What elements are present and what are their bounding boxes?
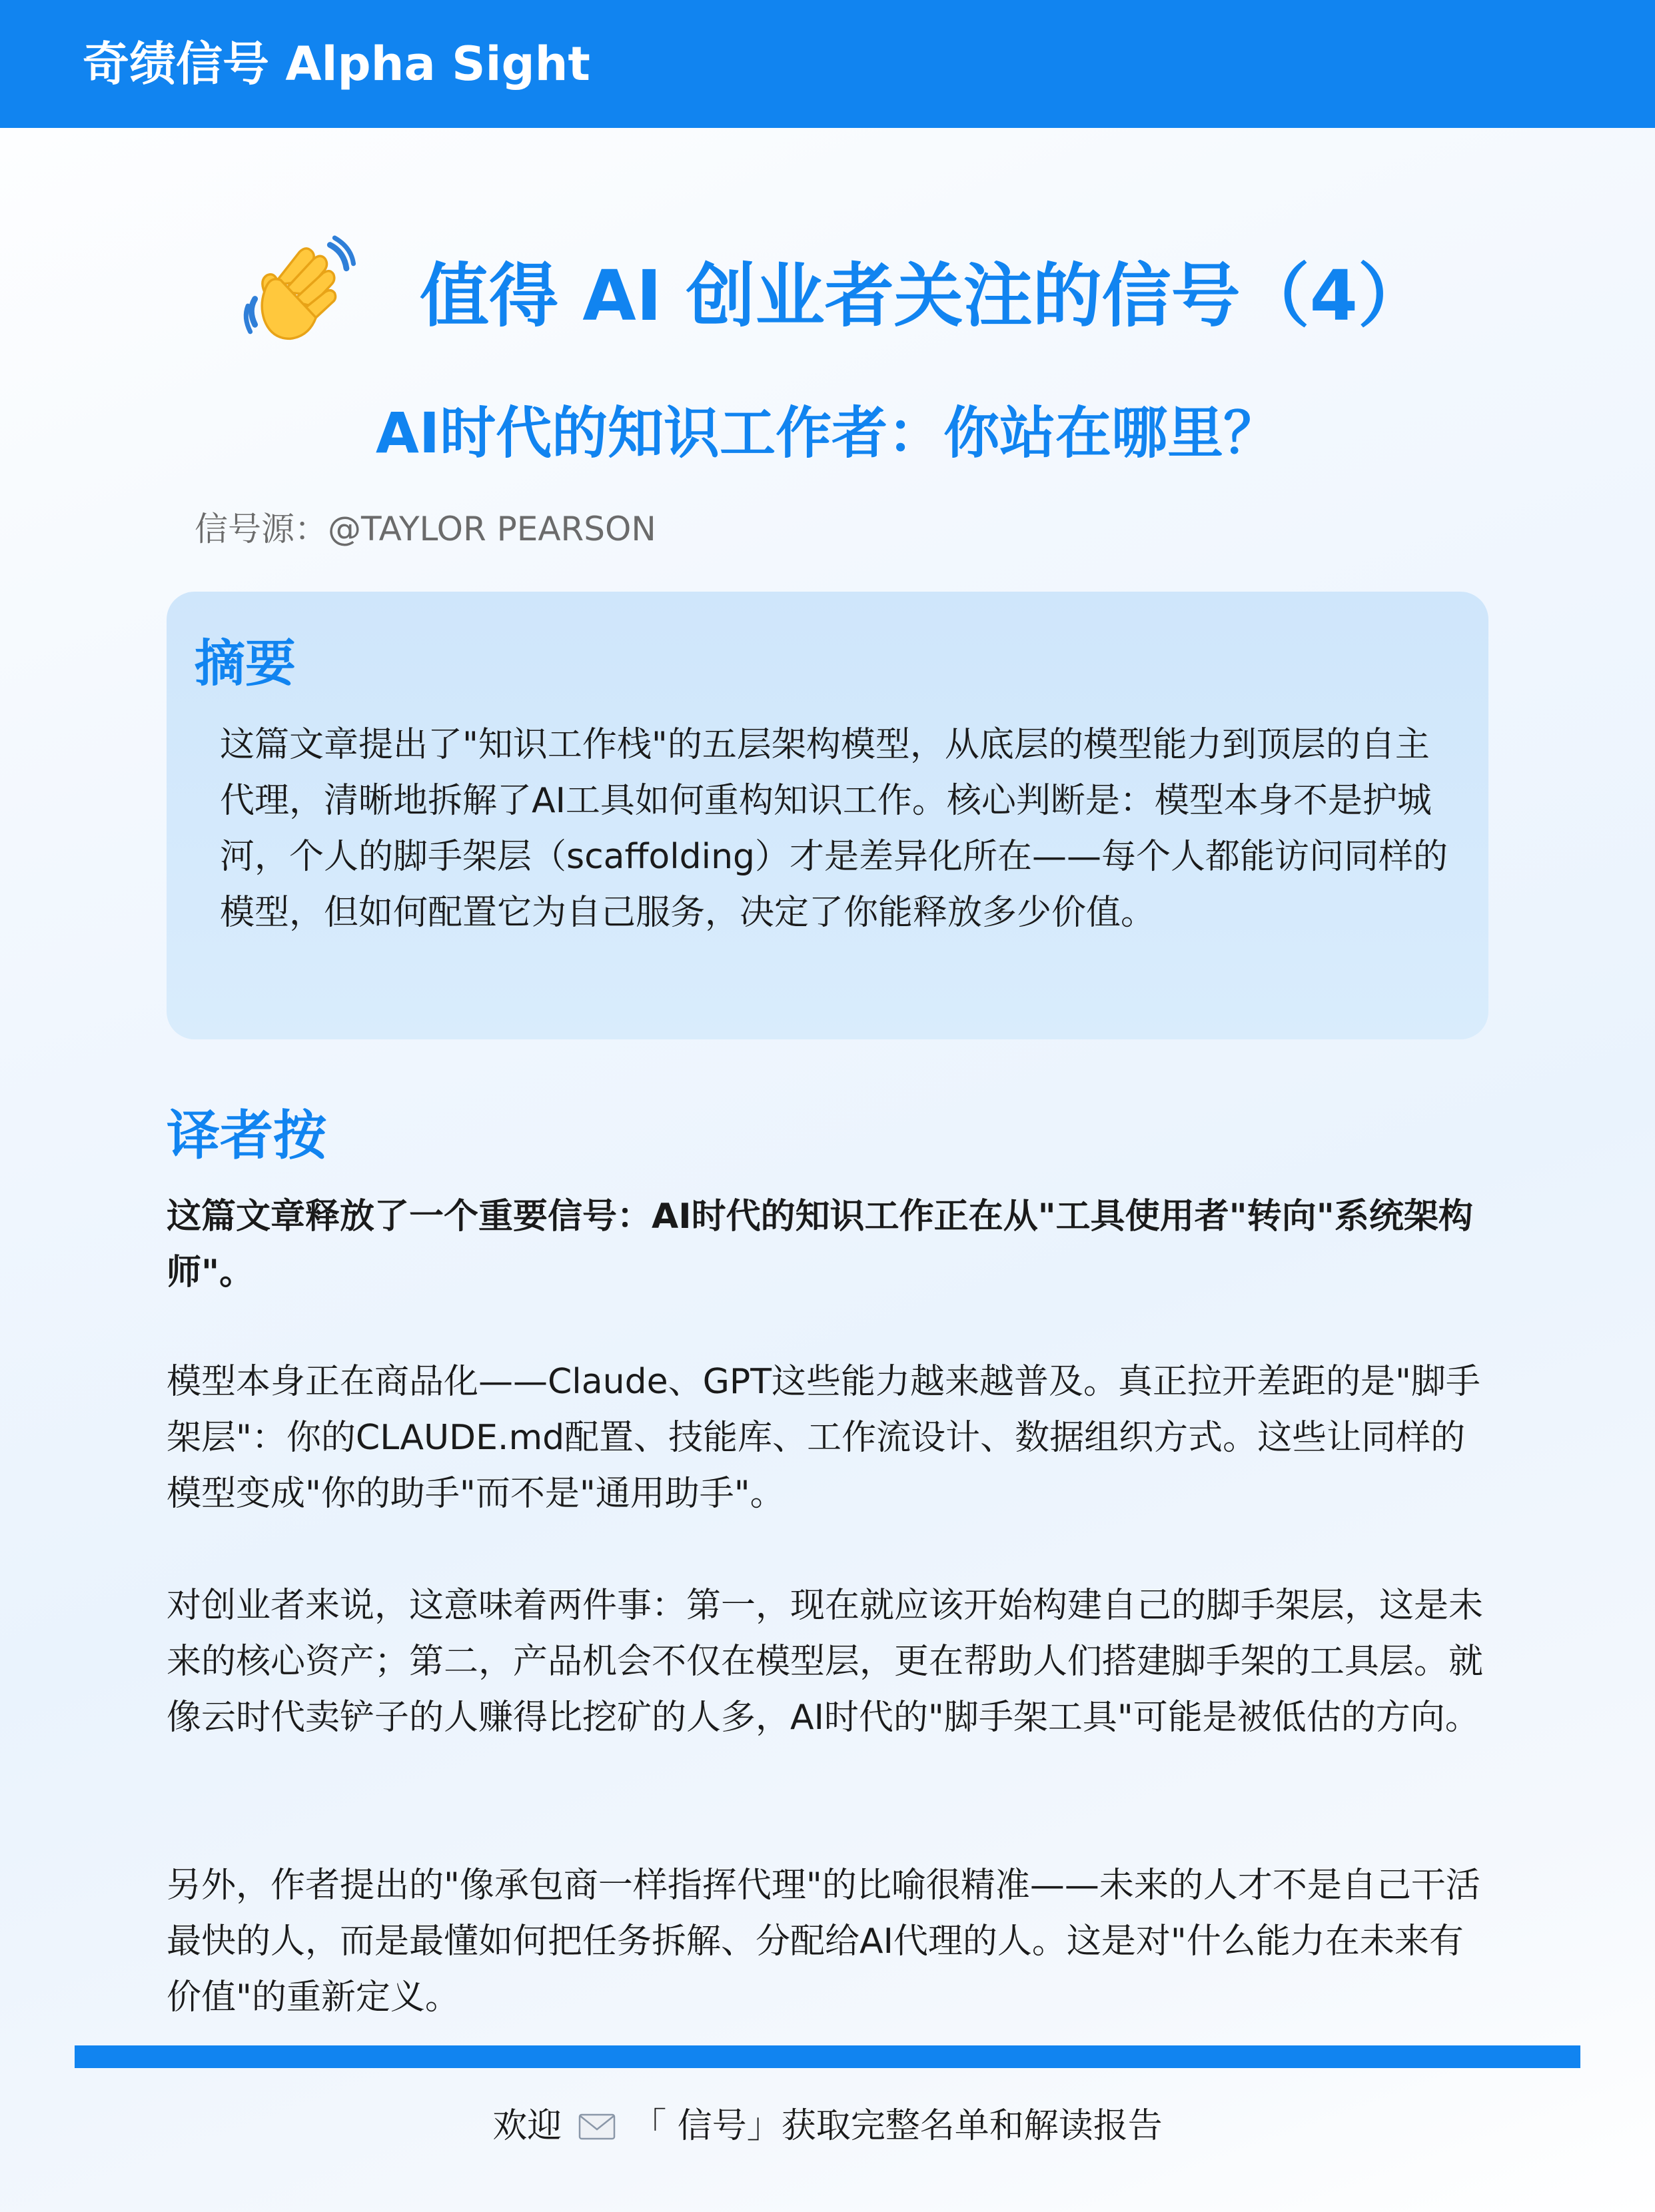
footer-cta — [0, 2096, 1655, 2156]
translator-note-lead: 这篇文章释放了一个重要信号：AI时代的知识工作正在从"工具使用者"转向"系统架构师"。 — [167, 1197, 1473, 1293]
summary-heading: 摘要 — [195, 634, 296, 693]
footer-divider — [75, 2045, 1580, 2068]
summary-card — [167, 592, 1488, 1039]
header-bar — [0, 0, 1655, 128]
translator-note-heading: 译者按 — [167, 1105, 326, 1167]
summary-text: 这篇文章提出了"知识工作栈"的五层架构模型，从底层的模型能力到顶层的自主代理，清晰地拆解了AI工具如何重构知识工作。核心判断是：模型本身不是护城河，个人的脚手架层（scaffolding）才是差异化所在——每个人都能访问同样的模型，但如何配置它为自己服务，决定了你能释放多少价值。 — [220, 725, 1448, 933]
brand-name: 奇绩信号 Alpha Sight — [83, 37, 590, 91]
footer-suffix: 「 信号」获取完整名单和解读报告 — [632, 2106, 1163, 2146]
envelope-icon — [578, 2113, 616, 2140]
title-row — [0, 233, 1655, 353]
footer-prefix: 欢迎 — [492, 2106, 562, 2146]
main-title: 值得 AI 创业者关注的信号（4） — [420, 255, 1427, 336]
translator-note-paragraph: 模型本身正在商品化——Claude、GPT这些能力越来越普及。真正拉开差距的是"脚手架层"：你的CLAUDE.md配置、技能库、工作流设计、数据组织方式。这些让同样的模型变成"你的助手"而不是"通用助手"。 — [167, 1362, 1480, 1514]
subtitle: AI时代的知识工作者：你站在哪里？ — [375, 400, 1280, 466]
signal-source: 信号源：@TAYLOR PEARSON — [195, 510, 656, 548]
translator-note-paragraph: 另外，作者提出的"像承包商一样指挥代理"的比喻很精准——未来的人才不是自己干活最快的人，而是最懂如何把任务拆解、分配给AI代理的人。这是对"什么能力在未来有价值"的重新定义。 — [167, 1866, 1480, 2017]
waving-hand-icon — [239, 233, 356, 350]
translator-note-paragraph: 对创业者来说，这意味着两件事：第一，现在就应该开始构建自己的脚手架层，这是未来的核心资产；第二，产品机会不仅在模型层，更在帮助人们搭建脚手架的工具层。就像云时代卖铲子的人赚得比挖矿的人多，AI时代的"脚手架工具"可能是被低估的方向。 — [167, 1586, 1484, 1738]
